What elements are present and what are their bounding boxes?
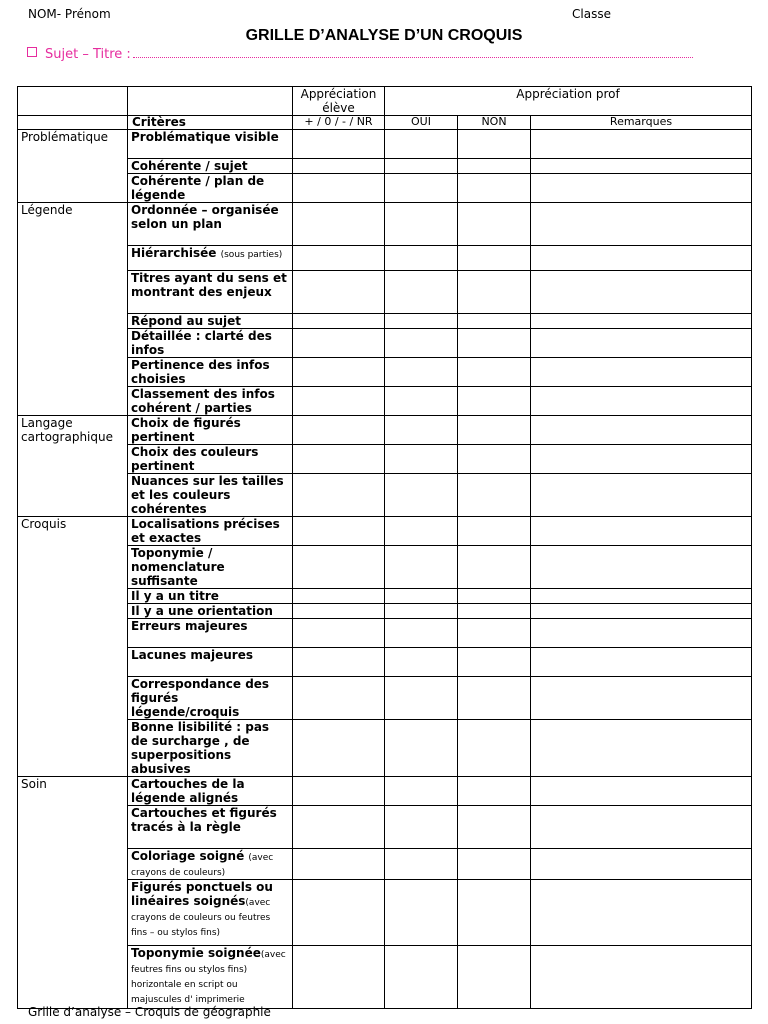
category-croquis: Croquis (18, 517, 128, 777)
non-cell[interactable] (458, 314, 531, 329)
checkbox-icon (27, 47, 37, 57)
criterion: Cohérente / plan de légende (128, 174, 293, 203)
non-cell[interactable] (458, 159, 531, 174)
remarques-cell[interactable] (531, 159, 752, 174)
remarques-cell[interactable] (531, 517, 752, 546)
col-eleve-header: Appréciation élève (293, 87, 385, 116)
oui-cell[interactable] (385, 246, 458, 271)
criterion (128, 246, 293, 271)
oui-cell[interactable] (385, 445, 458, 474)
criterion: Répond au sujet (128, 314, 293, 329)
col-criteres-header: Critères (128, 116, 293, 130)
criterion: Nuances sur les tailles et les couleurs cohérentes (128, 474, 293, 517)
eleve-cell[interactable] (293, 648, 385, 677)
eleve-cell[interactable] (293, 358, 385, 387)
eleve-cell[interactable] (293, 159, 385, 174)
remarques-cell[interactable] (531, 806, 752, 849)
eleve-cell[interactable] (293, 130, 385, 159)
non-cell[interactable] (458, 589, 531, 604)
remarques-cell[interactable] (531, 546, 752, 589)
oui-cell[interactable] (385, 271, 458, 314)
eleve-cell[interactable] (293, 677, 385, 720)
page-title: GRILLE D’ANALYSE D’UN CROQUIS (245, 27, 523, 44)
non-cell[interactable] (458, 880, 531, 946)
eleve-cell[interactable] (293, 604, 385, 619)
non-cell[interactable] (458, 777, 531, 806)
col-remarques-header: Remarques (531, 116, 752, 130)
criterion (128, 849, 293, 880)
sujet-dotted-field[interactable] (133, 49, 693, 58)
non-cell[interactable] (458, 387, 531, 416)
oui-cell[interactable] (385, 648, 458, 677)
oui-cell[interactable] (385, 174, 458, 203)
eleve-cell[interactable] (293, 517, 385, 546)
category-legende: Légende (18, 203, 128, 416)
eleve-cell[interactable] (293, 806, 385, 849)
non-cell[interactable] (458, 517, 531, 546)
non-cell[interactable] (458, 474, 531, 517)
remarques-cell[interactable] (531, 329, 752, 358)
sujet-line (27, 47, 693, 62)
oui-cell[interactable] (385, 358, 458, 387)
oui-cell[interactable] (385, 720, 458, 777)
oui-cell[interactable] (385, 777, 458, 806)
analysis-grid (17, 86, 752, 1009)
remarques-cell[interactable] (531, 203, 752, 246)
non-cell[interactable] (458, 416, 531, 445)
criterion: Erreurs majeures (128, 619, 293, 648)
remarques-cell[interactable] (531, 946, 752, 1009)
oui-cell[interactable] (385, 677, 458, 720)
non-cell[interactable] (458, 619, 531, 648)
eleve-cell[interactable] (293, 387, 385, 416)
non-cell[interactable] (458, 604, 531, 619)
oui-cell[interactable] (385, 806, 458, 849)
non-cell[interactable] (458, 677, 531, 720)
remarques-cell[interactable] (531, 619, 752, 648)
remarques-cell[interactable] (531, 604, 752, 619)
remarques-cell[interactable] (531, 387, 752, 416)
eleve-cell[interactable] (293, 416, 385, 445)
sujet-label: Sujet – Titre : (45, 47, 131, 62)
remarques-cell[interactable] (531, 474, 752, 517)
criterion: Lacunes majeures (128, 648, 293, 677)
criterion: Toponymie / nomenclature suffisante (128, 546, 293, 589)
eleve-cell[interactable] (293, 474, 385, 517)
non-cell[interactable] (458, 130, 531, 159)
remarques-cell[interactable] (531, 271, 752, 314)
oui-cell[interactable] (385, 604, 458, 619)
non-cell[interactable] (458, 203, 531, 246)
criterion-text: Coloriage soigné (131, 849, 245, 863)
criterion: Classement des infos cohérent / parties (128, 387, 293, 416)
eleve-cell[interactable] (293, 946, 385, 1009)
header-blank-3 (18, 116, 128, 130)
eleve-cell[interactable] (293, 880, 385, 946)
oui-cell[interactable] (385, 619, 458, 648)
criterion-note: (avec crayons de couleurs ou feutres fins – ou stylos fins) (131, 898, 271, 938)
eleve-cell[interactable] (293, 271, 385, 314)
remarques-cell[interactable] (531, 589, 752, 604)
col-prof-header: Appréciation prof (385, 87, 752, 116)
remarques-cell[interactable] (531, 445, 752, 474)
non-cell[interactable] (458, 174, 531, 203)
criterion: Bonne lisibilité : pas de surcharge , de superpositions abusives (128, 720, 293, 777)
non-cell[interactable] (458, 445, 531, 474)
eleve-cell[interactable] (293, 203, 385, 246)
criterion-note: (sous parties) (220, 250, 283, 260)
criterion: Localisations précises et exactes (128, 517, 293, 546)
criterion: Choix de figurés pertinent (128, 416, 293, 445)
eleve-cell[interactable] (293, 329, 385, 358)
remarques-cell[interactable] (531, 677, 752, 720)
remarques-cell[interactable] (531, 174, 752, 203)
remarques-cell[interactable] (531, 358, 752, 387)
criterion: Ordonnée – organisée selon un plan (128, 203, 293, 246)
oui-cell[interactable] (385, 387, 458, 416)
oui-cell[interactable] (385, 880, 458, 946)
oui-cell[interactable] (385, 589, 458, 604)
eleve-cell[interactable] (293, 619, 385, 648)
criterion: Détaillée : clarté des infos (128, 329, 293, 358)
non-cell[interactable] (458, 849, 531, 880)
oui-cell[interactable] (385, 849, 458, 880)
oui-cell[interactable] (385, 314, 458, 329)
remarques-cell[interactable] (531, 648, 752, 677)
remarques-cell[interactable] (531, 849, 752, 880)
category-langage: Langage cartographique (18, 416, 128, 517)
header-blank-1 (18, 87, 128, 116)
non-cell[interactable] (458, 720, 531, 777)
criterion-text: Toponymie soignée (131, 946, 261, 960)
footer-text: Grille d’analyse – Croquis de géographie (28, 1005, 271, 1019)
remarques-cell[interactable] (531, 777, 752, 806)
non-cell[interactable] (458, 648, 531, 677)
remarques-cell[interactable] (531, 130, 752, 159)
oui-cell[interactable] (385, 130, 458, 159)
criterion-text: Hiérarchisée (131, 246, 217, 260)
non-cell[interactable] (458, 806, 531, 849)
remarques-cell[interactable] (531, 246, 752, 271)
nom-prenom-label: NOM- Prénom (28, 7, 111, 21)
eleve-cell[interactable] (293, 546, 385, 589)
non-cell[interactable] (458, 946, 531, 1009)
category-soin: Soin (18, 777, 128, 1009)
criterion: Il y a un titre (128, 589, 293, 604)
oui-cell[interactable] (385, 416, 458, 445)
criterion: Correspondance des figurés légende/croquis (128, 677, 293, 720)
col-non-header: NON (458, 116, 531, 130)
criterion: Problématique visible (128, 130, 293, 159)
oui-cell[interactable] (385, 546, 458, 589)
criterion (128, 946, 293, 1009)
eleve-cell[interactable] (293, 445, 385, 474)
oui-cell[interactable] (385, 517, 458, 546)
criterion (128, 880, 293, 946)
oui-cell[interactable] (385, 946, 458, 1009)
non-cell[interactable] (458, 546, 531, 589)
col-eleve-scale: + / 0 / - / NR (293, 116, 385, 130)
criterion-text: Figurés ponctuels ou linéaires soignés (131, 880, 273, 908)
oui-cell[interactable] (385, 474, 458, 517)
non-cell[interactable] (458, 329, 531, 358)
criterion: Pertinence des infos choisies (128, 358, 293, 387)
header-blank-2 (128, 87, 293, 116)
eleve-cell[interactable] (293, 314, 385, 329)
non-cell[interactable] (458, 246, 531, 271)
criterion: Choix des couleurs pertinent (128, 445, 293, 474)
eleve-cell[interactable] (293, 174, 385, 203)
criterion: Il y a une orientation (128, 604, 293, 619)
remarques-cell[interactable] (531, 720, 752, 777)
criterion: Titres ayant du sens et montrant des enjeux (128, 271, 293, 314)
criterion-note: (avec crayons de couleurs) (131, 853, 274, 878)
remarques-cell[interactable] (531, 880, 752, 946)
eleve-cell[interactable] (293, 777, 385, 806)
category-problematique: Problématique (18, 130, 128, 203)
non-cell[interactable] (458, 358, 531, 387)
remarques-cell[interactable] (531, 416, 752, 445)
criterion: Cartouches et figurés tracés à la règle (128, 806, 293, 849)
classe-label: Classe (572, 7, 611, 21)
criterion: Cartouches de la légende alignés (128, 777, 293, 806)
remarques-cell[interactable] (531, 314, 752, 329)
eleve-cell[interactable] (293, 720, 385, 777)
eleve-cell[interactable] (293, 246, 385, 271)
criterion: Cohérente / sujet (128, 159, 293, 174)
oui-cell[interactable] (385, 159, 458, 174)
criterion-note: (avec feutres fins ou stylos fins) horizontale en script ou majuscules d' imprimerie (131, 950, 286, 1005)
oui-cell[interactable] (385, 329, 458, 358)
non-cell[interactable] (458, 271, 531, 314)
eleve-cell[interactable] (293, 849, 385, 880)
col-oui-header: OUI (385, 116, 458, 130)
eleve-cell[interactable] (293, 589, 385, 604)
oui-cell[interactable] (385, 203, 458, 246)
